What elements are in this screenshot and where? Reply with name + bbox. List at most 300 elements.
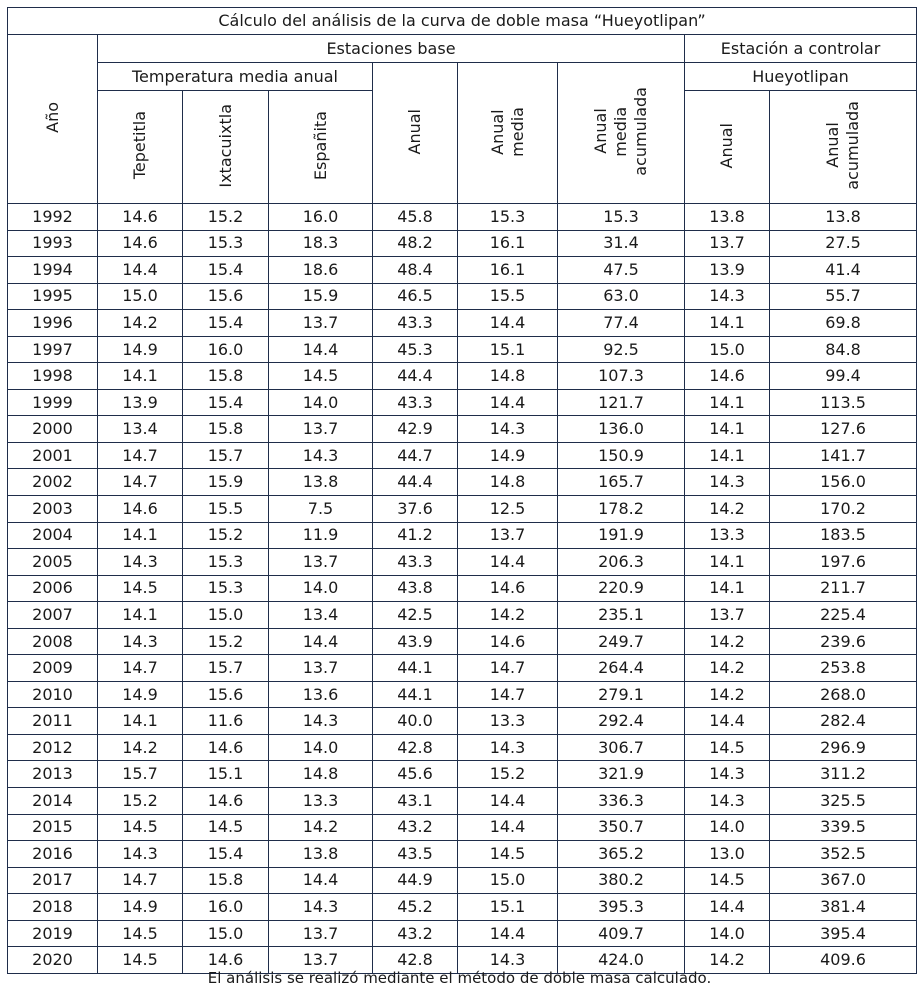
year-cell: 1992 <box>8 204 98 231</box>
table-row <box>8 814 917 841</box>
value-cell: 15.8 <box>183 416 269 443</box>
value-cell: 14.0 <box>685 920 770 947</box>
value-cell: 15.1 <box>458 336 558 363</box>
value-cell: 69.8 <box>770 310 917 337</box>
value-cell: 13.3 <box>458 708 558 735</box>
value-cell: 13.7 <box>269 655 373 682</box>
value-cell: 44.1 <box>373 681 458 708</box>
value-cell: 381.4 <box>770 894 917 921</box>
value-cell: 15.1 <box>458 894 558 921</box>
year-cell: 2002 <box>8 469 98 496</box>
value-cell: 47.5 <box>558 257 685 284</box>
value-cell: 13.7 <box>269 947 373 974</box>
value-cell: 14.3 <box>98 841 183 868</box>
value-cell: 14.2 <box>685 496 770 523</box>
table-row <box>8 681 917 708</box>
value-cell: 15.3 <box>558 204 685 231</box>
value-cell: 15.6 <box>183 283 269 310</box>
year-cell: 2003 <box>8 496 98 523</box>
value-cell: 14.1 <box>685 549 770 576</box>
col-header-ixtacuixtla: Ixtacuixtla <box>183 91 269 204</box>
value-cell: 48.2 <box>373 230 458 257</box>
value-cell: 45.8 <box>373 204 458 231</box>
value-cell: 15.3 <box>183 549 269 576</box>
value-cell: 14.2 <box>98 734 183 761</box>
value-cell: 14.2 <box>685 628 770 655</box>
value-cell: 424.0 <box>558 947 685 974</box>
col-header-control-anual: Anual <box>685 91 770 204</box>
value-cell: 14.2 <box>98 310 183 337</box>
table-row <box>8 363 917 390</box>
value-cell: 15.8 <box>183 867 269 894</box>
year-cell: 1993 <box>8 230 98 257</box>
col-header-espanita: Españita <box>269 91 373 204</box>
value-cell: 13.8 <box>685 204 770 231</box>
value-cell: 14.6 <box>183 947 269 974</box>
value-cell: 136.0 <box>558 416 685 443</box>
year-cell: 2001 <box>8 442 98 469</box>
col-header-anual: Anual <box>373 63 458 204</box>
value-cell: 14.6 <box>98 496 183 523</box>
value-cell: 14.6 <box>458 575 558 602</box>
value-cell: 14.6 <box>183 788 269 815</box>
value-cell: 178.2 <box>558 496 685 523</box>
table-row <box>8 841 917 868</box>
value-cell: 43.8 <box>373 575 458 602</box>
table-row <box>8 655 917 682</box>
table-row <box>8 602 917 629</box>
year-cell: 2011 <box>8 708 98 735</box>
year-header <box>8 35 98 204</box>
value-cell: 14.4 <box>269 867 373 894</box>
table-row <box>8 708 917 735</box>
value-cell: 15.7 <box>183 655 269 682</box>
value-cell: 191.9 <box>558 522 685 549</box>
value-cell: 14.1 <box>98 708 183 735</box>
table-title: Cálculo del análisis de la curva de doble masa “Hueyotlipan” <box>8 8 917 35</box>
value-cell: 99.4 <box>770 363 917 390</box>
value-cell: 45.2 <box>373 894 458 921</box>
value-cell: 14.1 <box>685 575 770 602</box>
value-cell: 15.2 <box>183 628 269 655</box>
value-cell: 15.2 <box>98 788 183 815</box>
value-cell: 14.3 <box>98 549 183 576</box>
value-cell: 27.5 <box>770 230 917 257</box>
value-cell: 13.8 <box>269 841 373 868</box>
value-cell: 15.2 <box>458 761 558 788</box>
value-cell: 45.6 <box>373 761 458 788</box>
value-cell: 13.9 <box>685 257 770 284</box>
value-cell: 37.6 <box>373 496 458 523</box>
value-cell: 43.3 <box>373 389 458 416</box>
value-cell: 42.9 <box>373 416 458 443</box>
value-cell: 15.4 <box>183 310 269 337</box>
table-row <box>8 788 917 815</box>
table-row <box>8 761 917 788</box>
value-cell: 43.3 <box>373 310 458 337</box>
value-cell: 14.1 <box>98 522 183 549</box>
value-cell: 14.6 <box>183 734 269 761</box>
value-cell: 14.1 <box>98 363 183 390</box>
table-row <box>8 575 917 602</box>
value-cell: 14.7 <box>98 655 183 682</box>
value-cell: 45.3 <box>373 336 458 363</box>
value-cell: 14.6 <box>98 230 183 257</box>
value-cell: 183.5 <box>770 522 917 549</box>
value-cell: 13.8 <box>770 204 917 231</box>
value-cell: 13.0 <box>685 841 770 868</box>
value-cell: 14.3 <box>685 469 770 496</box>
value-cell: 15.6 <box>183 681 269 708</box>
year-cell: 1997 <box>8 336 98 363</box>
year-cell: 2013 <box>8 761 98 788</box>
value-cell: 13.3 <box>685 522 770 549</box>
value-cell: 306.7 <box>558 734 685 761</box>
value-cell: 63.0 <box>558 283 685 310</box>
value-cell: 339.5 <box>770 814 917 841</box>
value-cell: 14.9 <box>98 336 183 363</box>
value-cell: 18.3 <box>269 230 373 257</box>
value-cell: 16.0 <box>183 336 269 363</box>
value-cell: 165.7 <box>558 469 685 496</box>
value-cell: 41.2 <box>373 522 458 549</box>
value-cell: 15.0 <box>98 283 183 310</box>
value-cell: 14.3 <box>458 947 558 974</box>
value-cell: 352.5 <box>770 841 917 868</box>
col-header-anual-media: Anual media <box>458 63 558 204</box>
col-header-anual-media-acumulada: Anual media acumulada <box>558 63 685 204</box>
year-cell: 2009 <box>8 655 98 682</box>
value-cell: 14.1 <box>685 310 770 337</box>
table-row <box>8 230 917 257</box>
value-cell: 14.0 <box>269 734 373 761</box>
value-cell: 15.7 <box>98 761 183 788</box>
value-cell: 41.4 <box>770 257 917 284</box>
value-cell: 14.4 <box>458 549 558 576</box>
value-cell: 44.4 <box>373 469 458 496</box>
value-cell: 15.3 <box>458 204 558 231</box>
value-cell: 14.7 <box>98 442 183 469</box>
value-cell: 14.2 <box>269 814 373 841</box>
value-cell: 14.1 <box>685 442 770 469</box>
table-row <box>8 257 917 284</box>
year-cell: 2007 <box>8 602 98 629</box>
value-cell: 350.7 <box>558 814 685 841</box>
value-cell: 14.3 <box>269 442 373 469</box>
value-cell: 14.8 <box>458 469 558 496</box>
value-cell: 15.7 <box>183 442 269 469</box>
table-row <box>8 336 917 363</box>
value-cell: 18.6 <box>269 257 373 284</box>
value-cell: 14.4 <box>458 788 558 815</box>
value-cell: 121.7 <box>558 389 685 416</box>
value-cell: 14.5 <box>458 841 558 868</box>
value-cell: 14.2 <box>685 681 770 708</box>
value-cell: 14.3 <box>458 416 558 443</box>
value-cell: 311.2 <box>770 761 917 788</box>
year-cell: 2000 <box>8 416 98 443</box>
value-cell: 13.7 <box>269 310 373 337</box>
value-cell: 14.3 <box>269 894 373 921</box>
value-cell: 14.4 <box>458 310 558 337</box>
year-cell: 2015 <box>8 814 98 841</box>
value-cell: 15.0 <box>183 920 269 947</box>
value-cell: 14.7 <box>458 655 558 682</box>
value-cell: 16.1 <box>458 230 558 257</box>
value-cell: 15.0 <box>183 602 269 629</box>
value-cell: 15.4 <box>183 257 269 284</box>
value-cell: 15.9 <box>269 283 373 310</box>
value-cell: 14.5 <box>98 575 183 602</box>
value-cell: 14.4 <box>685 894 770 921</box>
value-cell: 325.5 <box>770 788 917 815</box>
value-cell: 14.4 <box>458 920 558 947</box>
value-cell: 156.0 <box>770 469 917 496</box>
value-cell: 13.9 <box>98 389 183 416</box>
value-cell: 55.7 <box>770 283 917 310</box>
table-row <box>8 204 917 231</box>
value-cell: 220.9 <box>558 575 685 602</box>
value-cell: 48.4 <box>373 257 458 284</box>
value-cell: 43.5 <box>373 841 458 868</box>
value-cell: 15.2 <box>183 204 269 231</box>
value-cell: 13.7 <box>685 230 770 257</box>
value-cell: 14.4 <box>685 708 770 735</box>
value-cell: 14.4 <box>269 628 373 655</box>
value-cell: 14.1 <box>685 389 770 416</box>
value-cell: 14.5 <box>269 363 373 390</box>
value-cell: 282.4 <box>770 708 917 735</box>
value-cell: 321.9 <box>558 761 685 788</box>
value-cell: 367.0 <box>770 867 917 894</box>
value-cell: 14.2 <box>685 947 770 974</box>
value-cell: 11.6 <box>183 708 269 735</box>
value-cell: 14.8 <box>458 363 558 390</box>
value-cell: 14.5 <box>685 734 770 761</box>
year-cell: 2014 <box>8 788 98 815</box>
value-cell: 13.7 <box>458 522 558 549</box>
value-cell: 43.1 <box>373 788 458 815</box>
value-cell: 43.2 <box>373 814 458 841</box>
value-cell: 15.4 <box>183 841 269 868</box>
value-cell: 15.9 <box>183 469 269 496</box>
value-cell: 395.3 <box>558 894 685 921</box>
year-cell: 1996 <box>8 310 98 337</box>
value-cell: 14.6 <box>98 204 183 231</box>
value-cell: 40.0 <box>373 708 458 735</box>
value-cell: 14.8 <box>269 761 373 788</box>
value-cell: 14.9 <box>98 681 183 708</box>
value-cell: 14.4 <box>458 814 558 841</box>
value-cell: 409.7 <box>558 920 685 947</box>
value-cell: 14.5 <box>98 947 183 974</box>
value-cell: 14.2 <box>685 655 770 682</box>
table-caption: El análisis se realizó mediante el método de doble masa calculado. <box>207 969 712 987</box>
year-cell: 2005 <box>8 549 98 576</box>
value-cell: 13.7 <box>269 920 373 947</box>
value-cell: 15.4 <box>183 389 269 416</box>
year-cell: 1999 <box>8 389 98 416</box>
year-cell: 2017 <box>8 867 98 894</box>
table-row <box>8 469 917 496</box>
double-mass-table <box>7 7 917 974</box>
value-cell: 14.3 <box>685 761 770 788</box>
year-cell: 2010 <box>8 681 98 708</box>
value-cell: 14.1 <box>98 602 183 629</box>
value-cell: 14.3 <box>458 734 558 761</box>
subheader-station: Hueyotlipan <box>685 63 917 91</box>
table-row <box>8 734 917 761</box>
table-row <box>8 628 917 655</box>
value-cell: 16.0 <box>183 894 269 921</box>
value-cell: 336.3 <box>558 788 685 815</box>
value-cell: 14.9 <box>98 894 183 921</box>
value-cell: 225.4 <box>770 602 917 629</box>
col-header-tepetitla: Tepetitla <box>98 91 183 204</box>
value-cell: 170.2 <box>770 496 917 523</box>
table-row <box>8 549 917 576</box>
value-cell: 43.9 <box>373 628 458 655</box>
value-cell: 84.8 <box>770 336 917 363</box>
year-cell: 2018 <box>8 894 98 921</box>
year-cell: 1998 <box>8 363 98 390</box>
value-cell: 11.9 <box>269 522 373 549</box>
value-cell: 43.2 <box>373 920 458 947</box>
value-cell: 44.4 <box>373 363 458 390</box>
value-cell: 42.8 <box>373 947 458 974</box>
table-row <box>8 496 917 523</box>
value-cell: 14.3 <box>269 708 373 735</box>
value-cell: 12.5 <box>458 496 558 523</box>
value-cell: 14.3 <box>685 788 770 815</box>
value-cell: 14.5 <box>98 814 183 841</box>
value-cell: 14.7 <box>98 469 183 496</box>
table-row <box>8 894 917 921</box>
value-cell: 15.0 <box>458 867 558 894</box>
table-row <box>8 283 917 310</box>
value-cell: 14.0 <box>269 575 373 602</box>
value-cell: 14.3 <box>98 628 183 655</box>
table-row <box>8 389 917 416</box>
value-cell: 15.3 <box>183 575 269 602</box>
value-cell: 292.4 <box>558 708 685 735</box>
subheader-temperature: Temperatura media anual <box>98 63 373 91</box>
value-cell: 92.5 <box>558 336 685 363</box>
year-cell: 2006 <box>8 575 98 602</box>
year-cell: 1994 <box>8 257 98 284</box>
year-cell: 2012 <box>8 734 98 761</box>
value-cell: 211.7 <box>770 575 917 602</box>
year-cell: 2004 <box>8 522 98 549</box>
value-cell: 14.0 <box>685 814 770 841</box>
value-cell: 42.8 <box>373 734 458 761</box>
value-cell: 395.4 <box>770 920 917 947</box>
value-cell: 14.5 <box>98 920 183 947</box>
value-cell: 13.4 <box>98 416 183 443</box>
table-row <box>8 920 917 947</box>
value-cell: 141.7 <box>770 442 917 469</box>
value-cell: 14.7 <box>458 681 558 708</box>
value-cell: 46.5 <box>373 283 458 310</box>
value-cell: 365.2 <box>558 841 685 868</box>
value-cell: 279.1 <box>558 681 685 708</box>
value-cell: 13.7 <box>269 416 373 443</box>
value-cell: 44.1 <box>373 655 458 682</box>
value-cell: 197.6 <box>770 549 917 576</box>
value-cell: 31.4 <box>558 230 685 257</box>
value-cell: 14.3 <box>685 283 770 310</box>
col-header-control-anual-acumulada: Anual acumulada <box>770 91 917 204</box>
year-cell: 2020 <box>8 947 98 974</box>
value-cell: 296.9 <box>770 734 917 761</box>
value-cell: 14.4 <box>98 257 183 284</box>
value-cell: 380.2 <box>558 867 685 894</box>
value-cell: 249.7 <box>558 628 685 655</box>
value-cell: 14.5 <box>685 867 770 894</box>
value-cell: 14.6 <box>458 628 558 655</box>
value-cell: 15.8 <box>183 363 269 390</box>
value-cell: 409.6 <box>770 947 917 974</box>
value-cell: 14.4 <box>269 336 373 363</box>
value-cell: 15.5 <box>183 496 269 523</box>
value-cell: 264.4 <box>558 655 685 682</box>
value-cell: 253.8 <box>770 655 917 682</box>
value-cell: 127.6 <box>770 416 917 443</box>
value-cell: 13.3 <box>269 788 373 815</box>
value-cell: 13.7 <box>269 549 373 576</box>
value-cell: 13.6 <box>269 681 373 708</box>
value-cell: 14.5 <box>183 814 269 841</box>
value-cell: 14.2 <box>458 602 558 629</box>
group-base-stations: Estaciones base <box>98 35 685 63</box>
value-cell: 15.5 <box>458 283 558 310</box>
value-cell: 7.5 <box>269 496 373 523</box>
value-cell: 13.8 <box>269 469 373 496</box>
value-cell: 43.3 <box>373 549 458 576</box>
value-cell: 14.4 <box>458 389 558 416</box>
value-cell: 15.3 <box>183 230 269 257</box>
value-cell: 14.9 <box>458 442 558 469</box>
value-cell: 15.1 <box>183 761 269 788</box>
year-cell: 2019 <box>8 920 98 947</box>
year-header-label: Año <box>42 102 62 133</box>
year-cell: 1995 <box>8 283 98 310</box>
value-cell: 206.3 <box>558 549 685 576</box>
value-cell: 268.0 <box>770 681 917 708</box>
value-cell: 235.1 <box>558 602 685 629</box>
value-cell: 77.4 <box>558 310 685 337</box>
value-cell: 16.1 <box>458 257 558 284</box>
value-cell: 15.2 <box>183 522 269 549</box>
value-cell: 44.7 <box>373 442 458 469</box>
value-cell: 239.6 <box>770 628 917 655</box>
value-cell: 13.4 <box>269 602 373 629</box>
year-cell: 2016 <box>8 841 98 868</box>
value-cell: 15.0 <box>685 336 770 363</box>
value-cell: 13.7 <box>685 602 770 629</box>
value-cell: 16.0 <box>269 204 373 231</box>
table-row <box>8 416 917 443</box>
value-cell: 107.3 <box>558 363 685 390</box>
table-row <box>8 310 917 337</box>
value-cell: 113.5 <box>770 389 917 416</box>
value-cell: 14.1 <box>685 416 770 443</box>
table-body <box>8 204 917 974</box>
value-cell: 14.7 <box>98 867 183 894</box>
value-cell: 44.9 <box>373 867 458 894</box>
table-row <box>8 522 917 549</box>
value-cell: 14.6 <box>685 363 770 390</box>
